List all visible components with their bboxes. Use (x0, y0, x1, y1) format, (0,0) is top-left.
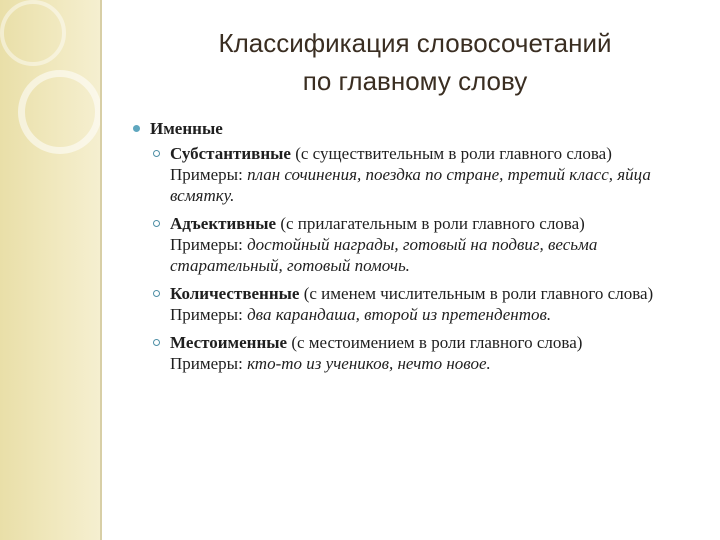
sub-bullet-icon (153, 290, 160, 297)
slide-content (133, 118, 703, 381)
sub-bullet-icon (153, 220, 160, 227)
examples-label: Примеры: (170, 305, 248, 324)
decorative-ring-small (0, 0, 66, 66)
examples-label: Примеры: (170, 354, 248, 373)
description: (с существительным в роли главного слова) (290, 144, 612, 163)
description: (с именем числительным в роли главного слова) (299, 284, 654, 303)
decorative-ring (18, 70, 102, 154)
side-divider (100, 0, 102, 540)
slide-title (120, 24, 710, 100)
list-item-pronoun (153, 332, 703, 374)
list-item-adjective (153, 213, 703, 276)
title-line-2: по главному слову (302, 66, 528, 96)
list-item-text (170, 283, 703, 325)
list-item-text (170, 143, 703, 206)
list-item-text (170, 332, 703, 374)
section-item (133, 118, 703, 139)
term: Местоименные (170, 333, 288, 352)
title-line-1: Классификация словосочетаний (218, 28, 612, 58)
description: (с местоимением в роли главного слова) (287, 333, 583, 352)
examples: достойный награды, готовый на подвиг, весьма старательный, готовый помочь. (170, 235, 598, 275)
examples-label: Примеры: (170, 165, 248, 184)
examples: два карандаша, второй из претендентов. (247, 305, 552, 324)
bullet-icon (133, 125, 140, 132)
examples: кто-то из учеников, нечто новое. (247, 354, 491, 373)
list-item-text (170, 213, 703, 276)
examples: план сочинения, поездка по стране, третий класс, яйца всмятку. (170, 165, 651, 205)
list-item-substantive (153, 143, 703, 206)
sub-bullet-icon (153, 339, 160, 346)
description: (с прилагательным в роли главного слова) (276, 214, 585, 233)
sub-list (153, 143, 703, 374)
sub-bullet-icon (153, 150, 160, 157)
term: Субстантивные (170, 144, 291, 163)
examples-label: Примеры: (170, 235, 248, 254)
section-label: Именные (150, 119, 223, 138)
term: Адъективные (170, 214, 277, 233)
term: Количественные (170, 284, 300, 303)
list-item-numeral (153, 283, 703, 325)
